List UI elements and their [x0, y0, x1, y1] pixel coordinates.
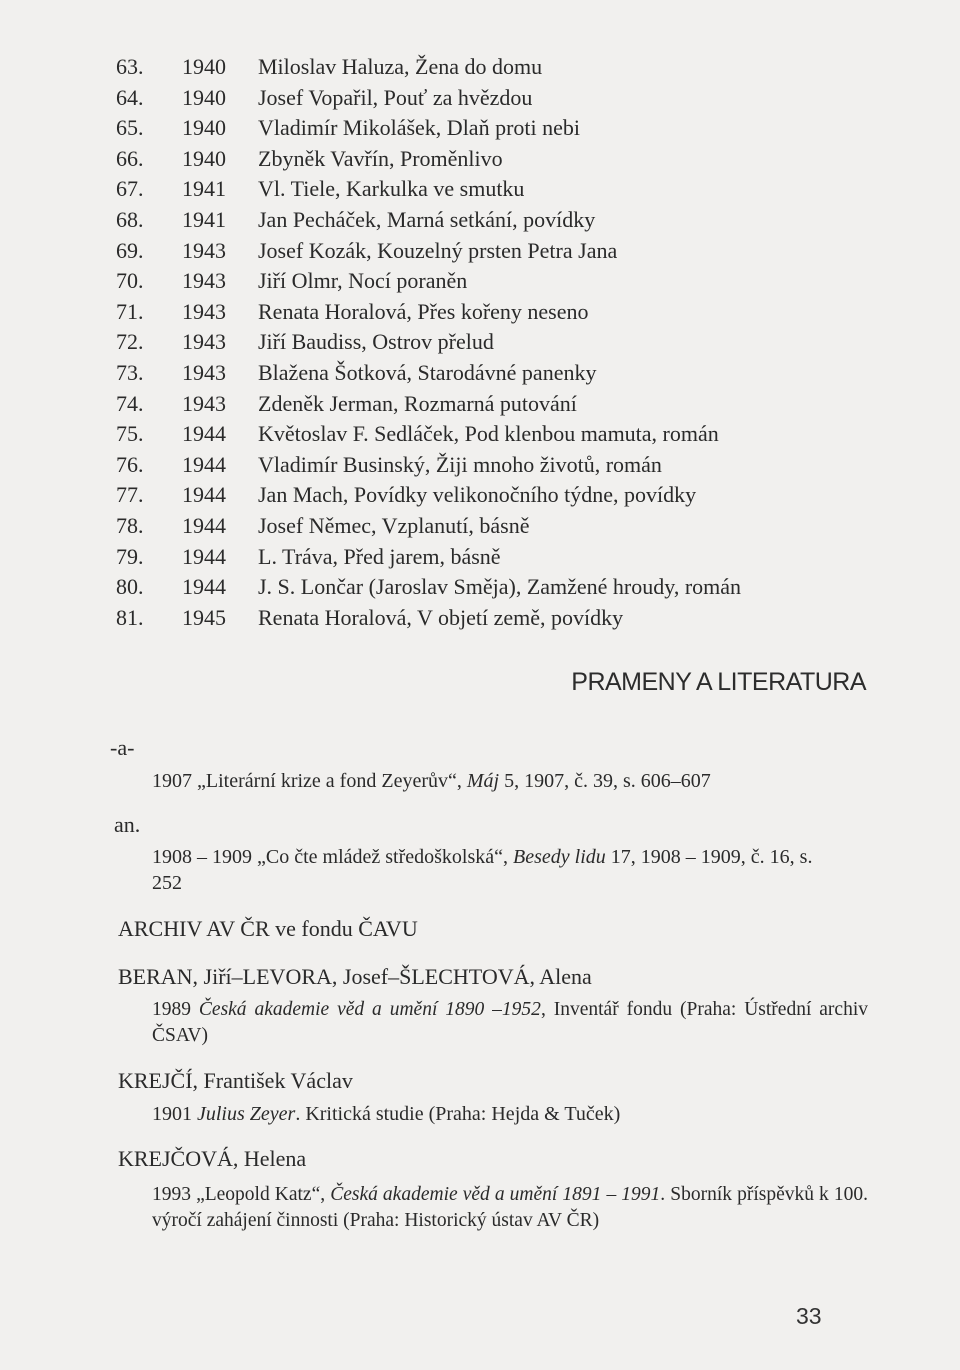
list-item	[116, 236, 876, 267]
list-item	[116, 297, 876, 328]
entry-year: 1941	[182, 206, 226, 232]
entry-title: Renata Horalová, Přes kořeny neseno	[258, 298, 589, 324]
entry-year: 1943	[182, 237, 226, 263]
entry-year: 1943	[182, 390, 226, 416]
entry-title: L. Tráva, Před jarem, básně	[258, 543, 501, 569]
entry-year: 1944	[182, 543, 226, 569]
section-heading: PRAMENY A LITERATURA	[571, 668, 866, 696]
publication-list	[116, 52, 876, 633]
entry-title: Josef Kozák, Kouzelný prsten Petra Jana	[258, 237, 618, 263]
entry-year: 1940	[182, 54, 226, 79]
entry-title: Zbyněk Vavřín, Proměnlivo	[258, 145, 503, 171]
source-entry: 1901 Julius Zeyer. Kritická studie (Praha: Hejda & Tuček)	[152, 1103, 621, 1125]
entry-number: 78.	[116, 512, 144, 538]
entry-title: Jan Pecháček, Marná setkání, povídky	[258, 206, 596, 232]
source-entry: 1989 Česká akademie věd a umění 1890 –1952, Inventář fondu (Praha: Ústřední archiv ČSAV)	[152, 999, 868, 1046]
entry-number: 80.	[116, 574, 144, 600]
entry-title: Blažena Šotková, Starodávné panenky	[258, 359, 597, 385]
list-item	[116, 480, 876, 511]
entry-title: Jan Mach, Povídky velikonočního týdne, povídky	[258, 482, 697, 508]
entry-title: Renata Horalová, V objetí země, povídky	[258, 604, 624, 630]
entry-title: Josef Vopařil, Pouť za hvězdou	[258, 84, 533, 110]
list-item	[116, 542, 876, 573]
list-item	[116, 52, 876, 83]
author-heading: BERAN, Jiří–LEVORA, Josef–ŠLECHTOVÁ, Alena	[118, 964, 592, 989]
entry-title: Jiří Olmr, Nocí poraněn	[258, 268, 468, 294]
entry-year: 1941	[182, 176, 226, 202]
list-item	[116, 174, 876, 205]
entry-number: 64.	[116, 84, 144, 110]
list-item	[116, 358, 876, 389]
author-heading: KREJČOVÁ, Helena	[118, 1146, 307, 1171]
entry-number: 77.	[116, 482, 144, 508]
list-item	[116, 205, 876, 236]
entry-title: J. S. Lončar (Jaroslav Směja), Zamžené hroudy, román	[258, 574, 742, 600]
entry-year: 1944	[182, 451, 226, 477]
source-entry-continuation: 252	[152, 872, 182, 894]
entry-number: 74.	[116, 390, 144, 416]
entry-number: 81.	[116, 604, 144, 630]
entry-number: 68.	[116, 206, 144, 232]
source-entry: 1993 „Leopold Katz“, Česká akademie věd a umění 1891 – 1991. Sborník příspěvků k 100. výročí zahájení činnosti (Praha: Historický ústav AV ČR)	[152, 1184, 868, 1231]
author-heading: ARCHIV AV ČR ve fondu ČAVU	[118, 916, 418, 941]
entry-year: 1943	[182, 268, 226, 294]
source-entry: 1907 „Literární krize a fond Zeyerův“, Máj 5, 1907, č. 39, s. 606–607	[152, 770, 711, 792]
entry-year: 1943	[182, 298, 226, 324]
entry-year: 1944	[182, 574, 226, 600]
list-item	[116, 266, 876, 297]
entry-year: 1943	[182, 329, 226, 355]
entry-year: 1943	[182, 359, 226, 385]
entry-title: Vladimír Mikolášek, Dlaň proti nebi	[258, 115, 580, 141]
entry-title: Jiří Baudiss, Ostrov přelud	[258, 329, 494, 355]
author-marker: -a-	[110, 735, 135, 760]
author-heading: KREJČÍ, František Václav	[118, 1068, 353, 1093]
entry-year: 1945	[182, 604, 226, 630]
entry-year: 1940	[182, 115, 226, 141]
entry-year: 1944	[182, 512, 226, 538]
entry-number: 66.	[116, 145, 144, 171]
list-item	[116, 419, 876, 450]
entry-number: 70.	[116, 268, 144, 294]
entry-number: 73.	[116, 359, 144, 385]
entry-title: Josef Němec, Vzplanutí, básně	[258, 512, 530, 538]
entry-title: Zdeněk Jerman, Rozmarná putování	[258, 390, 577, 416]
entry-number: 72.	[116, 329, 144, 355]
entry-year: 1944	[182, 421, 226, 447]
list-item	[116, 113, 876, 144]
list-item	[116, 572, 876, 603]
entry-title: Vl. Tiele, Karkulka ve smutku	[258, 176, 525, 202]
list-item	[116, 389, 876, 420]
page-number: 33	[796, 1303, 822, 1329]
list-item	[116, 603, 876, 634]
entry-year: 1940	[182, 84, 226, 110]
entry-number: 76.	[116, 451, 144, 477]
list-item	[116, 83, 876, 114]
list-item	[116, 450, 876, 481]
entry-number: 63.	[116, 54, 144, 79]
list-item	[116, 511, 876, 542]
list-item	[116, 144, 876, 175]
entry-number: 67.	[116, 176, 144, 202]
entry-year: 1944	[182, 482, 226, 508]
entry-number: 79.	[116, 543, 144, 569]
entry-number: 69.	[116, 237, 144, 263]
author-marker: an.	[114, 812, 141, 837]
entry-title: Miloslav Haluza, Žena do domu	[258, 54, 543, 79]
entry-year: 1940	[182, 145, 226, 171]
entry-number: 65.	[116, 115, 144, 141]
entry-number: 75.	[116, 421, 144, 447]
source-entry: 1908 – 1909 „Co čte mládež středoškolská“, Besedy lidu 17, 1908 – 1909, č. 16, s.	[152, 846, 813, 868]
entry-number: 71.	[116, 298, 144, 324]
list-item	[116, 327, 876, 358]
entry-title: Květoslav F. Sedláček, Pod klenbou mamuta, román	[258, 421, 719, 447]
entry-title: Vladimír Businský, Žiji mnoho životů, román	[258, 451, 662, 477]
